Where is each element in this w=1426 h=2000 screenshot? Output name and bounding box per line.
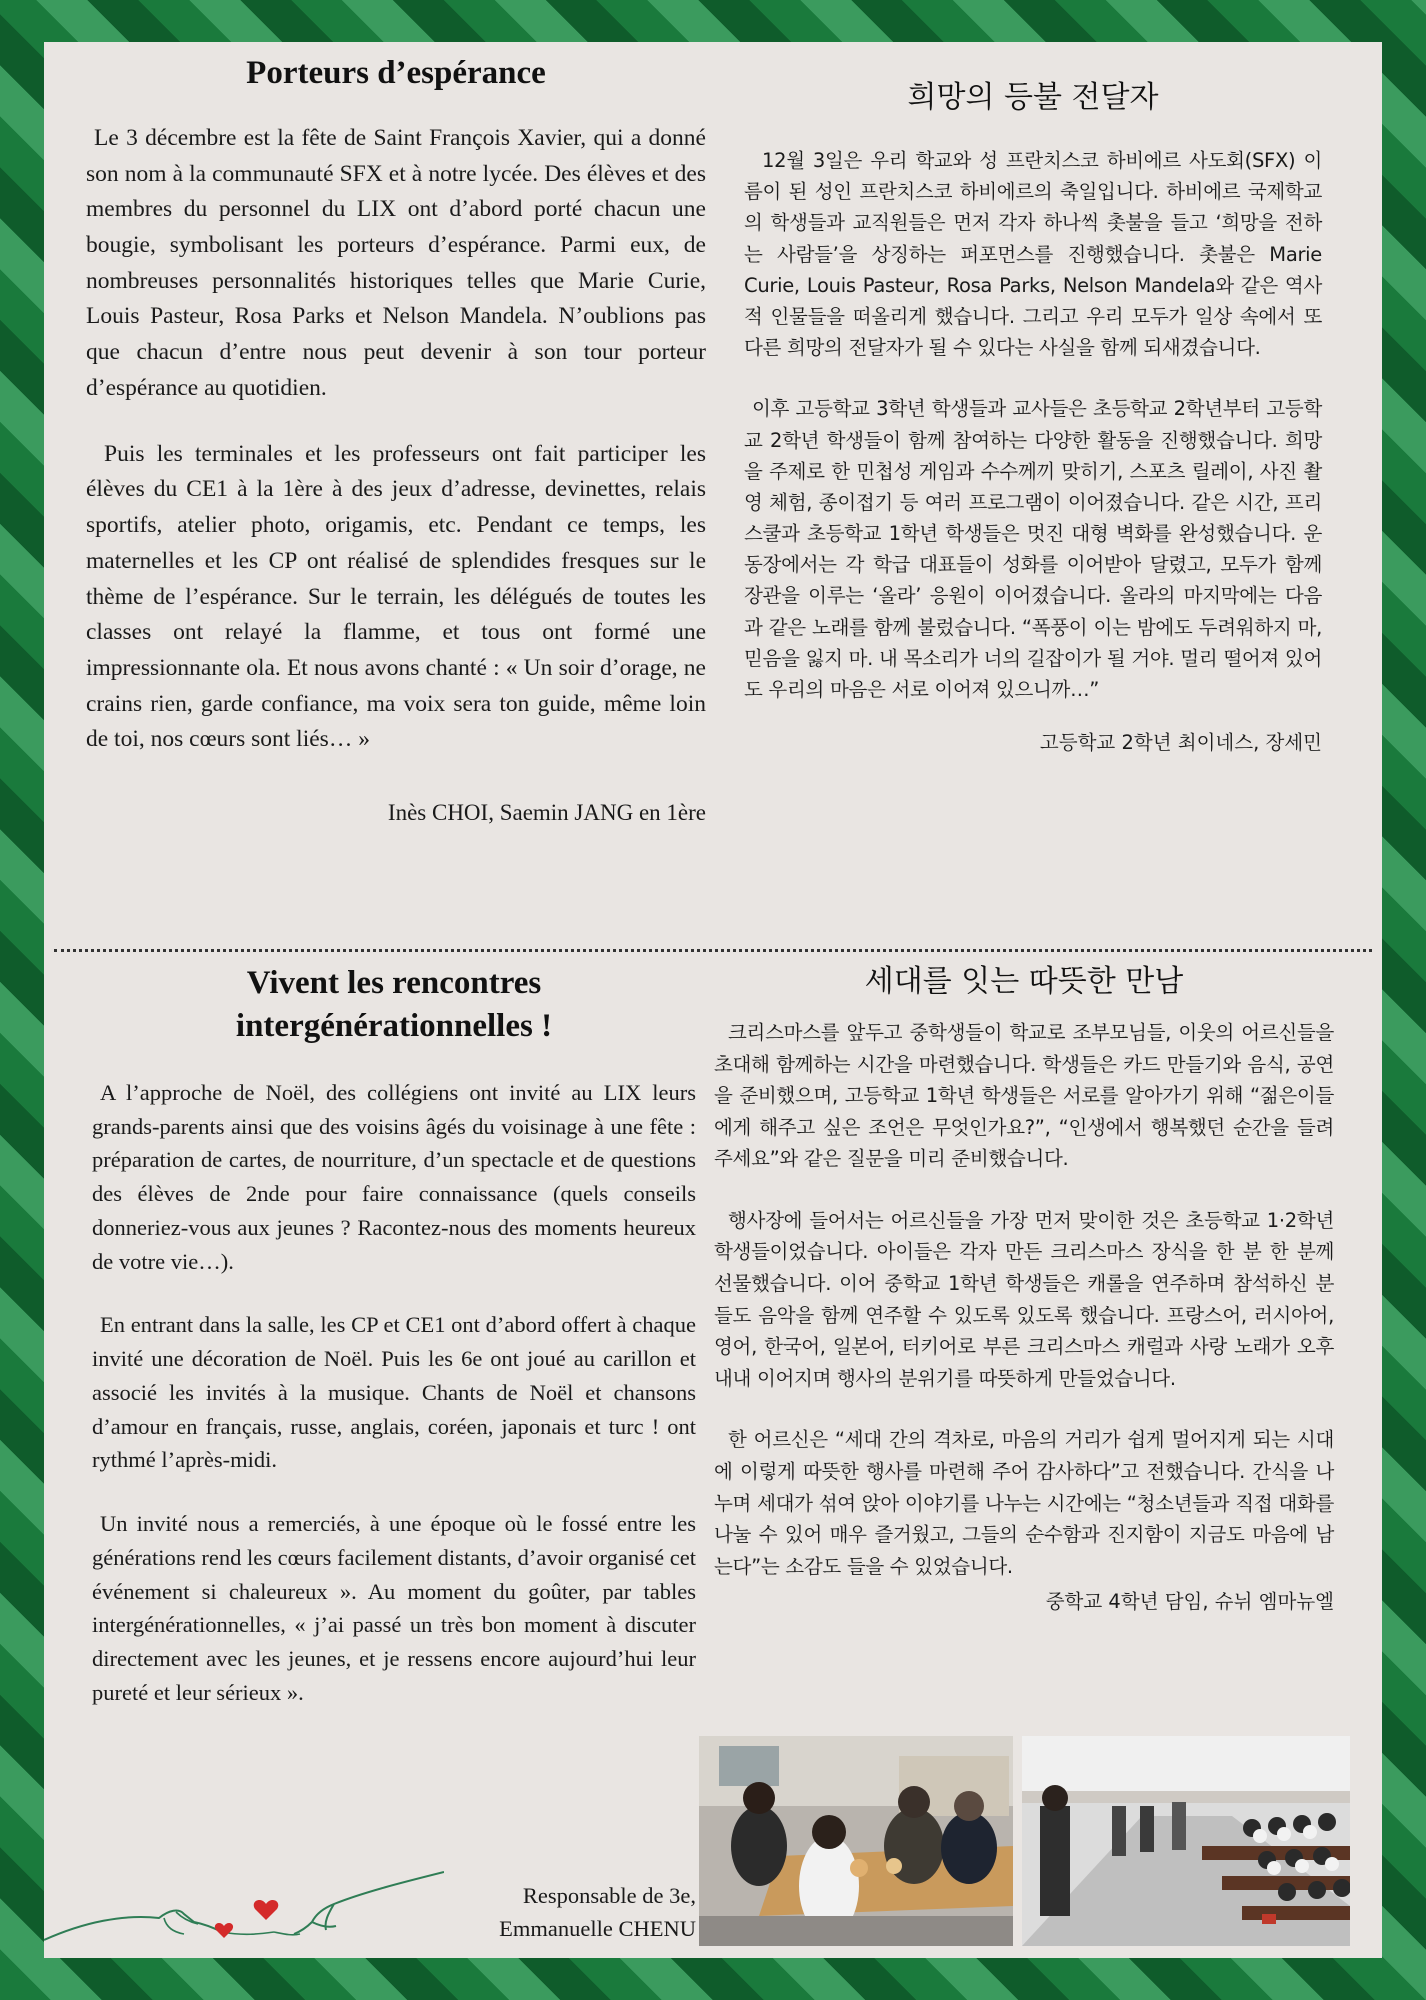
article-signature (344, 1880, 696, 1945)
signature-role: Responsable de 3e, (522, 1883, 696, 1908)
section-divider (54, 949, 1372, 952)
article-paragraph: 한 어르신은 “세대 간의 격차로, 마음의 거리가 쉽게 멀어지게 되는 시대에 이렇게 따뜻한 행사를 마련해 주어 감사하다”고 전했습니다. 간식을 나누며 세대가 섞여 앉아 이야기를 나누는 시간에는 “청소년들과 직접 대화를 나눌 수 있어 매우 즐거웠고, 그들의 순수함과 진지함이 지금도 마음에 남는다”는 소감도 들을 수 있었습니다. (714, 1428, 1334, 1578)
article-paragraph: 행사장에 들어서는 어르신들을 가장 먼저 맞이한 것은 초등학교 1·2학년 학생들이었습니다. 아이들은 각자 만든 크리스마스 장식을 한 분 한 분께 선물했습니다. 이어 중학교 1학년 학생들은 캐롤을 연주하며 참석하신 분들도 음악을 함께 연주할 수 있도록 있도록 했습니다. 프랑스어, 러시아어, 영어, 한국어, 일본어, 터키어로 부른 크리스마스 캐럴과 사랑 노래가 오후 내내 이어지며 행사의 분위기를 따뜻하게 만들었습니다. (714, 1208, 1334, 1390)
signature-name: Emmanuelle CHENU (499, 1915, 696, 1941)
article-title: Vivent les rencontres intergénérationnelles ! (235, 965, 553, 1044)
photo-musical-performance (1022, 1736, 1350, 1946)
article-ko-intergenerational (714, 962, 1334, 1614)
article-paragraph: A l’approche de Noël, des collégiens ont invité au LIX leurs grands-parents ainsi que des voisins âgés du voisinage à une fête : préparation de cartes, de nourriture, d’un spectacle et de questions des élèves de 2nde pour faire connaissance (quels conseils donneriez-vous aux jeunes ? Racontez-nous des moments heureux de votre vie…). (92, 1079, 696, 1274)
article-title: 세대를 잇는 따뜻한 만남 (864, 964, 1184, 999)
article-paragraph: 크리스마스를 앞두고 중학생들이 학교로 조부모님들, 이웃의 어르신들을 초대해 함께하는 시간을 마련했습니다. 학생들은 카드 만들기와 음식, 공연을 준비했으며, 고등학교 1학년 학생들은 서로를 알아가기 위해 “젊은이들에게 해주고 싶은 조언은 무엇인가요?”, “인생에서 행복했던 순간을 들려주세요”와 같은 질문을 미리 준비했습니다. (714, 1021, 1334, 1171)
article-signature: Inès CHOI, Saemin JANG en 1ère (387, 800, 706, 826)
heart-icon (254, 1900, 279, 1920)
article-paragraph: 12월 3일은 우리 학교와 성 프란치스코 하비에르 사도회(SFX) 이름이 된 성인 프란치스코 하비에르의 축일입니다. 하비에르 국제학교의 학생들과 교직원들은 먼저 각자 하나씩 촛불을 들고 ‘희망을 전하는 사람들’을 상징하는 퍼포먼스를 진행했습니다. 촛불은 Marie Curie, Louis Pasteur, Rosa Parks, Nelson Mandela와 같은 역사적 인물들을 떠올리게 했습니다. 그리고 우리 모두가 일상 속에서 또 다른 희망의 전달자가 될 수 있다는 사실을 함께 되새겼습니다. (744, 149, 1322, 360)
photo-students-with-seniors (699, 1736, 1013, 1946)
article-title: Porteurs d’espérance (246, 55, 546, 91)
article-ko-hope (744, 78, 1322, 755)
newsletter-page (44, 42, 1382, 1958)
article-fr-intergenerational (92, 962, 696, 1740)
article-paragraph: 이후 고등학교 3학년 학생들과 교사들은 초등학교 2학년부터 고등학교 2학년 학생들이 함께 참여하는 다양한 활동을 진행했습니다. 희망을 주제로 한 민첩성 게임과 수수께끼 맞히기, 스포츠 릴레이, 사진 촬영 체험, 종이접기 등 여러 프로그램이 이어졌습니다. 같은 시간, 프리스쿨과 초등학교 1학년 학생들은 멋진 대형 벽화를 완성했습니다. 운동장에서는 각 학급 대표들이 성화를 이어받아 달렸고, 모두가 함께 장관을 이루는 ‘올라’ 응원이 이어졌습니다. 올라의 마지막에는 다음과 같은 노래를 함께 불렀습니다. “폭풍이 이는 밤에도 두려워하지 마, 믿음을 잃지 마. 내 목소리가 너의 길잡이가 될 거야. 멀리 떨어져 있어도 우리의 마음은 서로 이어져 있으니까…” (744, 397, 1322, 701)
heart-icon (215, 1923, 233, 1938)
article-signature: 중학교 4학년 담임, 슈뉘 엠마뉴엘 (1045, 1590, 1334, 1614)
article-title: 희망의 등불 전달자 (907, 80, 1159, 115)
article-paragraph: En entrant dans la salle, les CP et CE1 ont d’abord offert à chaque invité une décoration de Noël. Puis les 6e ont joué au carillon et associé les invités à la musique. Chants de Noël et chansons d’amour en français, russe, anglais, coréen, japonais et turc ! ont rythmé l’après-midi. (92, 1312, 696, 1473)
article-fr-hope (86, 52, 706, 826)
article-signature: 고등학교 2학년 최이네스, 장세민 (1039, 731, 1322, 755)
article-paragraph: Puis les terminales et les professeurs ont fait participer les élèves du CE1 à la 1ère à des jeux d’adresse, devinettes, relais sportifs, atelier photo, origamis, etc. Pendant ce temps, les maternelles et les CP ont réalisé de splendides fresques sur le thème de l’espérance. Sur le terrain, les délégués de toutes les classes ont relayé la flamme, et tous ont formé une impressionnante ola. Et nous avons chanté : « Un soir d’orage, ne crains rien, garde confiance, ma voix sera ton guide, même loin de toi, nos cœurs sont liés… » (86, 440, 706, 753)
article-paragraph: Un invité nous a remerciés, à une époque où le fossé entre les générations rend les cœurs facilement distants, d’avoir organisé cet événement si chaleureux ». Au moment du goûter, par tables intergénérationnelles, « j’ai passé un très bon moment à discuter directement avec les jeunes, et je ressens encore aujourd’hui leur pureté et leur sérieux ». (92, 1511, 696, 1705)
article-paragraph: Le 3 décembre est la fête de Saint François Xavier, qui a donné son nom à la communauté SFX et à notre lycée. Des élèves et des membres du personnel du LIX ont d’abord porté chacun une bougie, symbolisant les porteurs d’espérance. Parmi eux, de nombreuses personnalités historiques telles que Marie Curie, Louis Pasteur, Rosa Parks et Nelson Mandela. N’oublions pas que chacun d’entre nous peut devenir à son tour porteur d’espérance au quotidien. (86, 124, 706, 401)
